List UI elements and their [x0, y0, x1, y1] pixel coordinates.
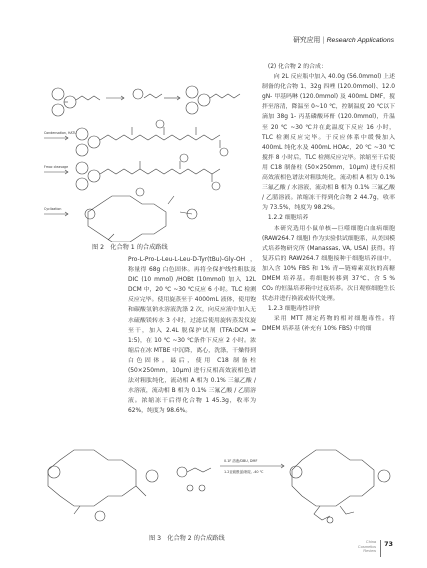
section-title-zh: 研究应用 — [293, 36, 321, 44]
cell-culture-paragraph: 本研究选用小鼠单核—巨噬细胞白血病细胞 (RAW264.7 细胞) 作为实验供试细胞系，从美国模式培养物研究所 (Manassas, VA, USA) 获得。将复苏后的 RAW264.7 细胞接种于细胞培养皿中，加入含 10% FBS 和 1% 青—链霉素双抗的高糖 DMEM 培养基。将细胞转移到 37℃、含 5 % CO₂ 的恒温培养箱中过夜培养。次日观察细胞生长状态并进行换液或传代处理。 — [262, 225, 395, 303]
figure-3-scheme — [40, 440, 396, 526]
cytotoxicity-paragraph: 采用 MTT 测定药物的相对细胞毒性。将 DMEM 培养基 (补充有 10% FBS) 中的细 — [262, 316, 395, 333]
left-paragraph: Pro-L-Pro-L-Leu-L-Leu-D-Tyr(tBu)-Gly-OH，称量得 68g 白色固体。再将全保护线性粗肽及 DIC (10 mmol) /HOBt (10mmol) 加入 12L DCM 中，20 ℃ ~30 ℃反应 6 小时。TLC 检测反应完毕。使用旋蒸至于 4000mL 液体，使用饱和碳酸氢钠水溶液洗涤 2 次，向反应液中加入无水硫酸镁转水 3 小时，过滤后使用旋转蒸发仪旋至干，加入 2.4L 脱保护试剂 (TFA:DCM = 1:5)，在 10 ℃ ~30 ℃条件下反应 2 小时。浓缩后在冰 MTBE 中沉降，离心，洗涤，干燥得到白色固体。最后，使用 C18 制备柱 (50×250mm，10μm) 进行反相高效液相色谱法对粗肽纯化，流动相 A 相为 0.1% 三氟乙酸 / 水溶液，流动相 B 相为 0.1% 三氟乙酸 / 乙腈溶液。浓缩冻干后得化合物 1 45.3g，收率为 62%，纯度为 98.6%。 — [128, 257, 256, 415]
compound-2-structure — [290, 450, 390, 523]
reagent-label-cyclization: Cyclization — [44, 207, 62, 211]
reagent-label-step-1: 0.1F 溶液/DBU, DMF — [224, 459, 258, 463]
trityl-group-1 — [52, 88, 76, 116]
brand-line: Cosmetics — [357, 543, 377, 549]
trityl-group-2 — [186, 86, 210, 114]
side-chain-fragment — [177, 467, 211, 491]
page-header — [293, 34, 394, 44]
compound-2-synthesis-paragraph: 向 2L 反应瓶中加入 40.0g (56.0mmol) 上述制备的化合物 1、32g 四唑 (120.0mmol)、12.0 gN- 甲基吗啉 (120.0mmol) 及 400mL DMF，搅拌至溶清，降温至 0~10 ℃，控制温度 20 ℃以下滴加 38g 1- 丙基磷酸环酐 (120.0mmol)，升温至 20 ℃ ~30 ℃并在此温度下反应 16 小时，TLC 检测反应完毕。于反应体系中缓慢加入 400mL 纯化水及 400mL HOAc，20 ℃ ~30 ℃搅拌 8 小时后，TLC 检测反应完毕。浓缩至干后使用 C18 制备柱 (50×250mm，10μm) 进行反相高效液相色谱法对粗肽纯化，流动相 A 相为 0.1% 三氟乙酸 / 水溶液，流动相 B 相为 0.1% 三氟乙酸 / 乙腈溶液。浓缩冻干得到化合物 2 44.7g，收率为 73.5%，纯度为 98.2%。 — [262, 74, 395, 212]
brand-line: Review — [363, 548, 377, 554]
cyclic-peptide-ring — [88, 196, 166, 242]
journal-brand — [358, 540, 376, 554]
reagent-label-condensation: Condensation, HATU — [44, 131, 77, 135]
figure-2-caption: 图 2 化合物 1 的合成路线 — [92, 244, 168, 251]
figure-3-caption: 图 3 化合物 2 的合成路线 — [149, 535, 225, 542]
footer-divider — [380, 540, 381, 557]
compound-1-structure — [48, 450, 158, 521]
reagent-label-fmoc: Fmoc cleavage — [44, 165, 69, 169]
chain-fragment-1 — [76, 96, 100, 100]
section-title-en: Research Applications — [326, 37, 394, 44]
compound-2-synthesis-heading: (2) 化合物 2 的合成： — [267, 64, 327, 70]
brand-line: China — [365, 539, 377, 544]
cytotoxicity-heading: 1.2.3 细胞毒性评价 — [267, 306, 321, 313]
page-number: 73 — [384, 540, 393, 548]
right-column-text — [262, 62, 395, 335]
left-column-text — [128, 255, 256, 417]
figure-2-scheme — [40, 64, 254, 242]
page-footer — [358, 540, 393, 557]
reagent-label-step-2: 1.2亚硫酰氯/吡啶, -40 ℃ — [224, 470, 264, 474]
header-separator: | — [322, 36, 325, 44]
cell-culture-heading: 1.2.2 细胞培养 — [267, 215, 309, 222]
